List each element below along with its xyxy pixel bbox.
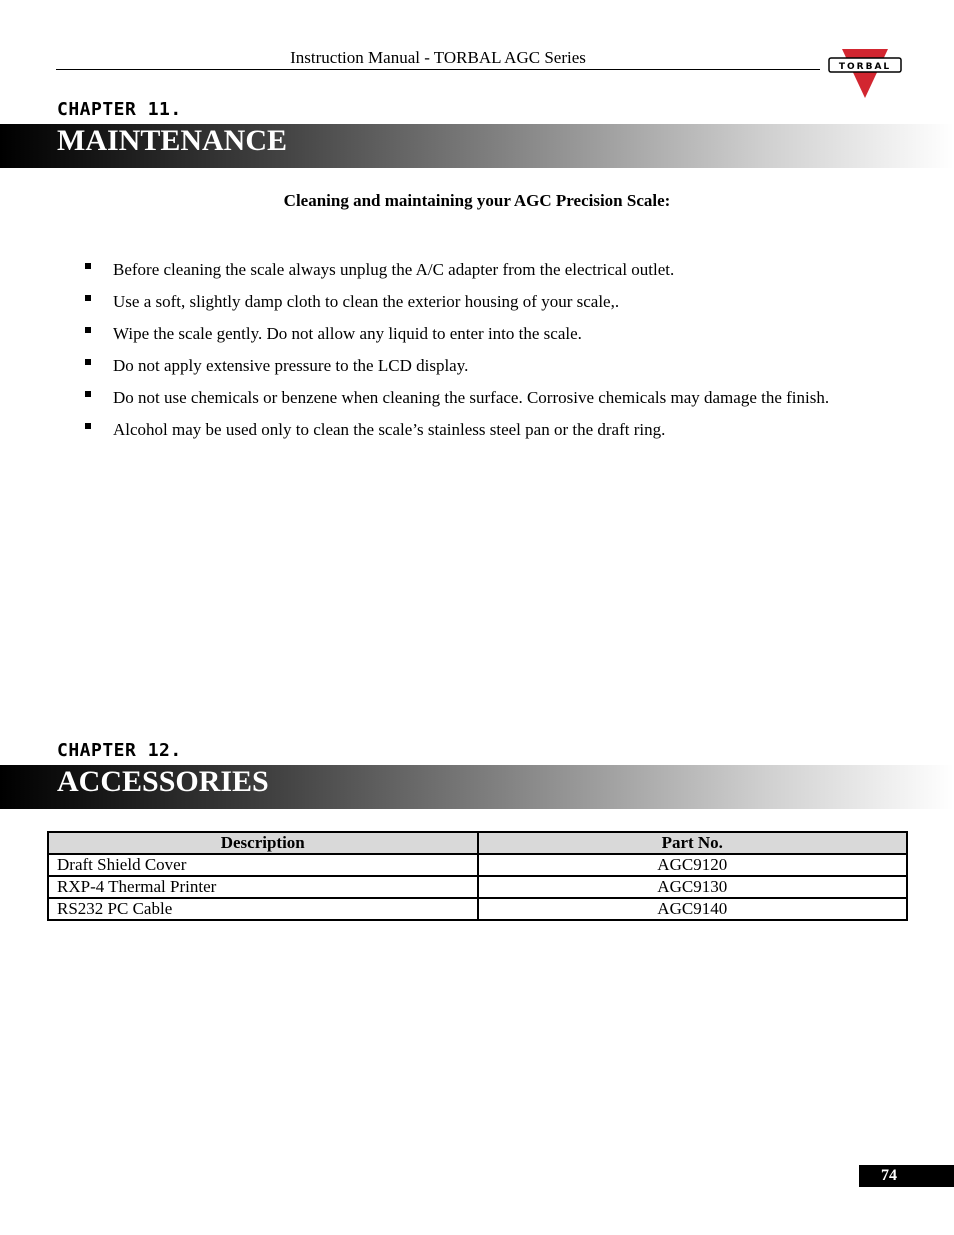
chapter-11-title: MAINTENANCE: [57, 124, 288, 157]
cell-description: Draft Shield Cover: [48, 854, 478, 876]
cell-part-no: AGC9120: [478, 854, 908, 876]
bullet-item: Alcohol may be used only to clean the scale’s stainless steel pan or the draft ring.: [85, 414, 875, 446]
chapter-12-label: CHAPTER 12.: [57, 740, 182, 761]
table-header-row: [48, 832, 907, 854]
cell-description: RXP-4 Thermal Printer: [48, 876, 478, 898]
bullet-square-icon: [85, 391, 91, 397]
column-header-description: Description: [48, 832, 478, 854]
bullet-item: Before cleaning the scale always unplug the A/C adapter from the electrical outlet.: [85, 254, 875, 286]
chapter-12-bar: [0, 765, 954, 809]
table-row: [48, 876, 907, 898]
cell-part-no: AGC9140: [478, 898, 908, 920]
bullet-square-icon: [85, 263, 91, 269]
bullet-square-icon: [85, 295, 91, 301]
bullet-square-icon: [85, 327, 91, 333]
bullet-item: Do not apply extensive pressure to the LCD display.: [85, 350, 875, 382]
cell-part-no: AGC9130: [478, 876, 908, 898]
table-row: [48, 898, 907, 920]
bullet-item: Do not use chemicals or benzene when cleaning the surface. Corrosive chemicals may damage the finish.: [85, 382, 875, 414]
chapter-12-title: ACCESSORIES: [57, 765, 269, 798]
header-rule: [56, 69, 820, 70]
torbal-logo-icon: [828, 45, 902, 99]
cell-description: RS232 PC Cable: [48, 898, 478, 920]
header-title: Instruction Manual - TORBAL AGC Series: [290, 48, 586, 67]
table-row: [48, 854, 907, 876]
page-number: 74: [859, 1165, 954, 1187]
bullet-item: Use a soft, slightly damp cloth to clean the exterior housing of your scale,.: [85, 286, 875, 318]
chapter-11-label: CHAPTER 11.: [57, 99, 182, 120]
accessories-table: [47, 831, 908, 921]
section-heading: Cleaning and maintaining your AGC Precision Scale:: [283, 191, 671, 210]
bullet-square-icon: [85, 423, 91, 429]
column-header-part-no: Part No.: [478, 832, 908, 854]
logo-text: TORBAL: [838, 62, 892, 72]
bullet-item: Wipe the scale gently. Do not allow any liquid to enter into the scale.: [85, 318, 875, 350]
maintenance-bullet-list: [85, 254, 875, 446]
chapter-11-bar: [0, 124, 954, 168]
bullet-square-icon: [85, 359, 91, 365]
